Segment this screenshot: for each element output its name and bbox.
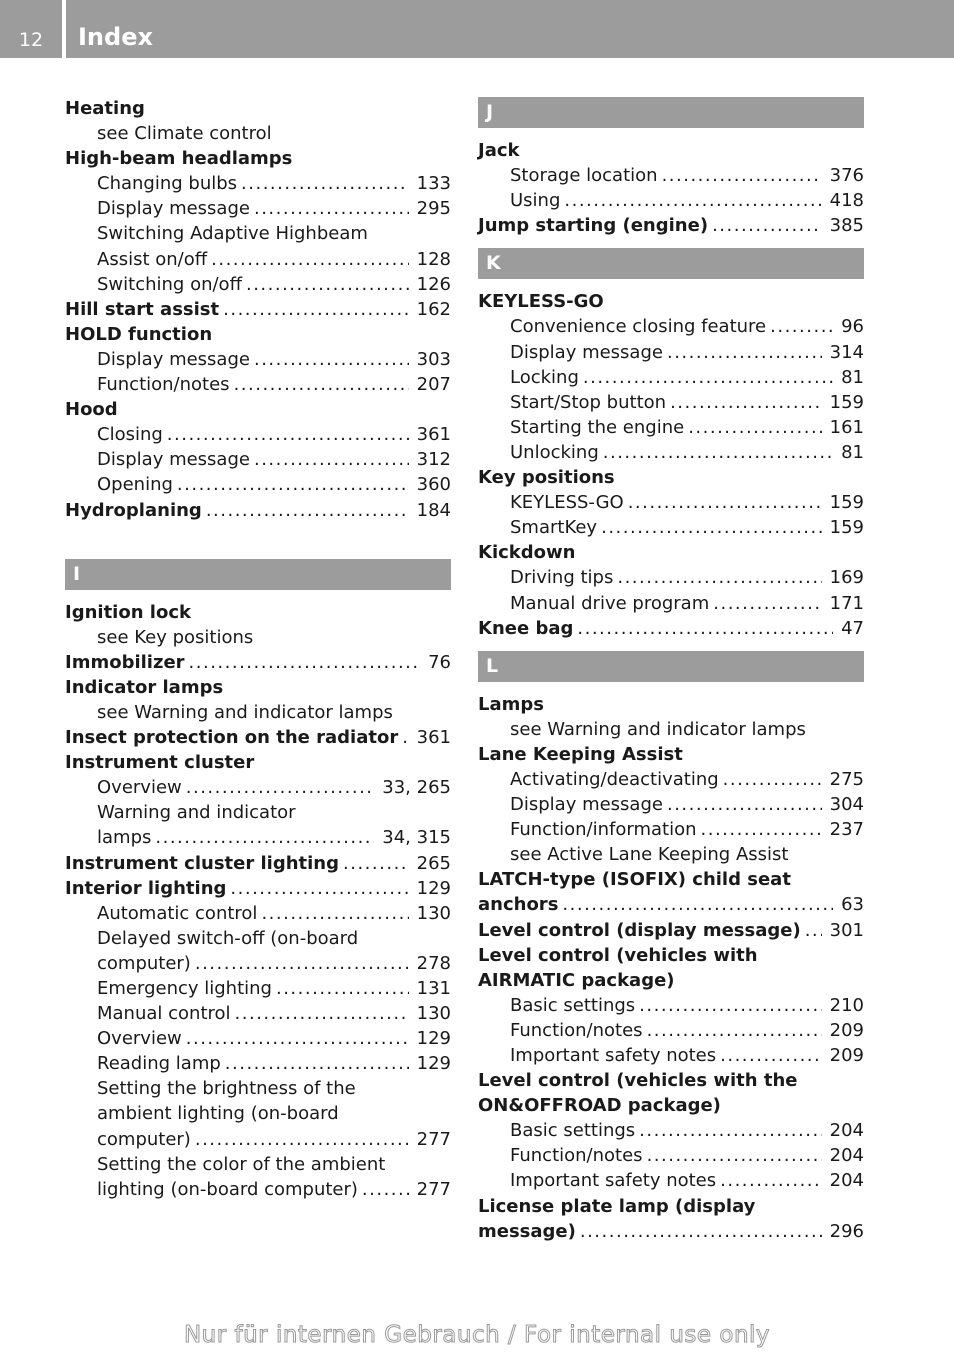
dot-leader <box>647 1018 822 1043</box>
page-reference: 169 <box>829 567 864 589</box>
dot-leader <box>580 1219 822 1244</box>
index-subentry <box>65 121 451 146</box>
page-reference: 159 <box>829 492 864 514</box>
index-subentry <box>478 842 864 867</box>
entry-text: Display message <box>510 341 663 363</box>
page-reference: 130 <box>416 902 451 924</box>
page-reference: 361 <box>416 727 451 749</box>
page-reference: 385 <box>829 215 864 237</box>
page-reference: 277 <box>416 1178 451 1200</box>
dot-leader <box>562 892 833 917</box>
dot-leader <box>254 347 409 372</box>
page-reference: 131 <box>416 978 451 999</box>
entry-text: Start/Stop button <box>510 391 667 413</box>
entry-text: lamps <box>97 827 152 849</box>
entry-text: Instrument cluster <box>65 752 255 774</box>
index-subentry <box>65 196 451 221</box>
dot-leader <box>720 1168 822 1193</box>
index-subentry <box>478 390 864 415</box>
index-subentry <box>65 1152 451 1177</box>
page-reference: 159 <box>829 517 864 539</box>
page-reference: 33, 265 <box>382 777 451 799</box>
index-entry <box>65 851 451 876</box>
entry-text: see Key positions <box>97 626 254 648</box>
entry-text: Delayed switch-off (on-board <box>97 927 359 949</box>
index-entry <box>65 750 451 775</box>
index-subentry <box>478 1043 864 1068</box>
entry-text: Basic settings <box>510 994 636 1016</box>
entry-text: Indicator lamps <box>65 676 224 698</box>
dot-leader <box>186 1026 409 1051</box>
entry-text: HOLD function <box>65 323 213 345</box>
page-reference: 204 <box>829 1145 864 1167</box>
index-subentry <box>65 976 451 1001</box>
entry-text: Warning and indicator <box>97 802 296 824</box>
dot-leader <box>276 976 409 1001</box>
page-reference: 277 <box>416 1128 451 1150</box>
entry-text: Interior lighting <box>65 877 227 899</box>
entry-text: Switching on/off <box>97 273 242 295</box>
index-entry <box>478 138 864 163</box>
entry-text: Display message <box>97 449 250 471</box>
page-reference: 133 <box>416 173 451 195</box>
dot-leader <box>639 1118 821 1143</box>
page-header <box>0 0 954 58</box>
section-letter-i: I <box>65 559 451 590</box>
page-reference: 204 <box>829 1170 864 1192</box>
entry-text: Level control (display message) <box>478 919 801 941</box>
entry-text: Automatic control <box>97 902 258 924</box>
dot-leader <box>234 372 409 397</box>
index-subentry <box>65 1076 451 1101</box>
dot-leader <box>177 472 409 497</box>
index-subentry <box>478 767 864 792</box>
page-reference: 303 <box>416 348 451 370</box>
entry-text: computer) <box>97 952 191 974</box>
entry-text: SmartKey <box>510 517 598 539</box>
page-reference: 275 <box>829 768 864 790</box>
index-subentry <box>65 1101 451 1126</box>
index-subentry <box>478 515 864 540</box>
entry-text: Setting the color of the ambient <box>97 1153 386 1175</box>
dot-leader <box>667 340 822 365</box>
dot-leader <box>223 297 409 322</box>
entry-text: ambient lighting (on-board <box>97 1103 339 1125</box>
dot-leader <box>564 188 821 213</box>
entry-text: Kickdown <box>478 542 576 564</box>
page-reference: 63 <box>841 894 864 916</box>
index-entry <box>478 540 864 565</box>
dot-leader <box>713 591 821 616</box>
entry-text: Activating/deactivating <box>510 768 719 790</box>
index-entry <box>478 465 864 490</box>
entry-text: see Active Lane Keeping Assist <box>510 844 789 866</box>
index-subentry <box>478 415 864 440</box>
index-subentry <box>478 1018 864 1043</box>
dot-leader <box>254 196 409 221</box>
entry-text: Using <box>510 190 561 212</box>
index-entry <box>65 675 451 700</box>
entry-text: ON&OFFROAD package) <box>478 1095 721 1117</box>
entry-text: Locking <box>510 366 579 388</box>
index-entry <box>478 289 864 314</box>
dot-leader <box>628 490 822 515</box>
index-subentry <box>478 591 864 616</box>
index-entry <box>65 498 451 523</box>
entry-text: computer) <box>97 1128 191 1150</box>
index-subentry <box>65 926 451 951</box>
dot-leader <box>235 1001 409 1026</box>
watermark-footer: Nur für internen Gebrauch / For internal use only <box>183 1322 771 1348</box>
entry-text: Assist on/off <box>97 248 208 270</box>
dot-leader <box>195 951 409 976</box>
entry-text: Immobilizer <box>65 651 185 673</box>
page-reference: 76 <box>428 651 451 673</box>
index-subentry <box>65 700 451 725</box>
index-subentry <box>65 1001 451 1026</box>
index-subentry <box>65 825 451 850</box>
index-subentry <box>65 1127 451 1152</box>
index-column-right <box>478 96 864 1244</box>
dot-leader <box>155 825 374 850</box>
section-letter-k: K <box>478 248 864 279</box>
entry-text: Lamps <box>478 693 544 715</box>
index-entry <box>478 742 864 767</box>
dot-leader <box>805 918 822 943</box>
entry-text: Important safety notes <box>510 1170 717 1192</box>
entry-text: lighting (on-board computer) <box>97 1178 358 1200</box>
entry-text: Reading lamp <box>97 1053 221 1075</box>
entry-text: KEYLESS-GO <box>510 492 624 514</box>
dot-leader <box>189 650 421 675</box>
dot-leader <box>343 851 409 876</box>
page-reference: 237 <box>829 819 864 841</box>
entry-text: Knee bag <box>478 617 574 639</box>
index-subentry <box>478 993 864 1018</box>
entry-text: AIRMATIC package) <box>478 969 675 991</box>
entry-text: Jack <box>478 140 520 161</box>
entry-text: message) <box>478 1220 576 1242</box>
entry-text: Convenience closing feature <box>510 316 767 338</box>
index-subentry <box>65 447 451 472</box>
entry-text: LATCH-type (ISOFIX) child seat <box>478 869 791 891</box>
index-subentry <box>478 565 864 590</box>
index-entry <box>478 892 864 917</box>
index-entry <box>478 692 864 717</box>
entry-text: Setting the brightness of the <box>97 1078 356 1100</box>
entry-text: KEYLESS-GO <box>478 291 604 313</box>
page-reference: 209 <box>829 1019 864 1041</box>
page-reference: 376 <box>829 165 864 187</box>
index-subentry <box>478 490 864 515</box>
index-subentry <box>65 901 451 926</box>
header-divider <box>62 0 66 58</box>
index-subentry <box>478 717 864 742</box>
dot-leader <box>225 1051 409 1076</box>
entry-text: Storage location <box>510 165 658 187</box>
page-reference: 129 <box>416 1028 451 1050</box>
entry-text: Hydroplaning <box>65 499 202 521</box>
page-reference: 81 <box>841 366 864 388</box>
index-subentry <box>478 817 864 842</box>
index-entry <box>478 616 864 641</box>
dot-leader <box>720 1043 822 1068</box>
dot-leader <box>195 1127 409 1152</box>
index-entry <box>65 600 451 625</box>
entry-text: Jump starting (engine) <box>478 215 709 237</box>
index-subentry <box>478 163 864 188</box>
dot-leader <box>770 314 833 339</box>
entry-text: Function/notes <box>510 1019 643 1041</box>
index-entry <box>478 1093 864 1118</box>
entry-text: Important safety notes <box>510 1045 717 1066</box>
dot-leader <box>167 422 409 447</box>
entry-text: Ignition lock <box>65 601 191 623</box>
index-entry <box>65 297 451 322</box>
page-reference: 96 <box>841 316 864 338</box>
index-subentry <box>478 1143 864 1168</box>
index-entry <box>478 968 864 993</box>
dot-leader <box>186 775 375 800</box>
page-reference: 278 <box>416 952 451 974</box>
index-entry <box>478 918 864 943</box>
page-reference: 171 <box>829 592 864 614</box>
entry-text: Insect protection on the radiator <box>65 727 399 749</box>
index-entry <box>65 876 451 901</box>
entry-text: see Warning and indicator lamps <box>510 718 806 740</box>
entry-text: Starting the engine <box>510 416 685 438</box>
entry-text: Overview <box>97 1028 182 1050</box>
entry-text: Key positions <box>478 467 615 489</box>
section-letter-l: L <box>478 651 864 682</box>
entry-text: Display message <box>97 348 250 370</box>
index-subentry <box>65 800 451 825</box>
index-entry <box>65 650 451 675</box>
entry-text: see Warning and indicator lamps <box>97 701 393 723</box>
entry-text: anchors <box>478 894 559 916</box>
index-subentry <box>65 272 451 297</box>
dot-leader <box>246 272 409 297</box>
index-subentry <box>478 188 864 213</box>
dot-leader <box>688 415 821 440</box>
page-reference: 34, 315 <box>382 827 451 849</box>
dot-leader <box>617 565 821 590</box>
entry-text: Emergency lighting <box>97 978 272 999</box>
entry-text: Unlocking <box>510 441 599 463</box>
entry-text: Opening <box>97 474 173 496</box>
index-subentry <box>65 1051 451 1076</box>
index-subentry <box>65 422 451 447</box>
index-subentry <box>478 1168 864 1193</box>
dot-leader <box>647 1143 822 1168</box>
page-reference: 295 <box>416 198 451 220</box>
page-reference: 204 <box>829 1120 864 1142</box>
index-entry <box>65 96 451 121</box>
index-subentry <box>478 365 864 390</box>
index-entry <box>478 1068 864 1093</box>
entry-text: Overview <box>97 777 182 799</box>
entry-text: Hill start assist <box>65 298 220 320</box>
dot-leader <box>583 365 833 390</box>
index-subentry <box>478 440 864 465</box>
page-reference: 314 <box>829 341 864 363</box>
page-reference: 161 <box>829 416 864 438</box>
dot-leader <box>723 767 822 792</box>
dot-leader <box>402 725 408 750</box>
index-subentry <box>65 221 451 246</box>
page-reference: 265 <box>416 852 451 874</box>
dot-leader <box>241 171 409 196</box>
index-subentry <box>478 340 864 365</box>
entry-text: High-beam headlamps <box>65 148 293 170</box>
entry-text: Driving tips <box>510 567 614 589</box>
entry-text: Instrument cluster lighting <box>65 852 340 874</box>
page-reference: 159 <box>829 391 864 413</box>
dot-leader <box>670 390 822 415</box>
page-reference: 210 <box>829 994 864 1016</box>
index-subentry <box>65 1177 451 1202</box>
entry-text: Manual drive program <box>510 592 710 614</box>
page-number: 12 <box>18 29 44 51</box>
page-reference: 184 <box>416 499 451 521</box>
dot-leader <box>667 792 822 817</box>
dot-leader <box>206 498 409 523</box>
index-entry <box>65 146 451 171</box>
page-reference: 81 <box>841 441 864 463</box>
entry-text: Heating <box>65 98 145 119</box>
page-reference: 312 <box>416 449 451 471</box>
section-letter-j: J <box>478 97 864 128</box>
index-entry <box>478 943 864 968</box>
entry-text: Level control (vehicles with the <box>478 1070 798 1092</box>
page-reference: 126 <box>416 273 451 295</box>
page-reference: 162 <box>416 298 451 320</box>
index-entry <box>478 1194 864 1219</box>
page-reference: 209 <box>829 1045 864 1066</box>
dot-leader <box>601 515 822 540</box>
entry-text: Changing bulbs <box>97 173 238 195</box>
entry-text: Basic settings <box>510 1120 636 1142</box>
dot-leader <box>712 213 822 238</box>
entry-text: Display message <box>510 794 663 816</box>
dot-leader <box>639 993 821 1018</box>
dot-leader <box>701 817 822 842</box>
index-subentry <box>65 171 451 196</box>
page-reference: 361 <box>416 424 451 446</box>
page-reference: 301 <box>829 919 864 941</box>
dot-leader <box>577 616 833 641</box>
index-entry <box>478 1219 864 1244</box>
entry-text: Closing <box>97 424 163 446</box>
dot-leader <box>362 1177 409 1202</box>
index-entry <box>65 397 451 422</box>
entry-text: Function/notes <box>510 1145 643 1167</box>
entry-text: Function/information <box>510 819 697 841</box>
entry-text: see Climate control <box>97 123 272 145</box>
dot-leader <box>603 440 833 465</box>
page-reference: 207 <box>416 374 451 396</box>
page-title: Index <box>78 23 153 51</box>
page-reference: 129 <box>416 1053 451 1075</box>
page-reference: 128 <box>416 248 451 270</box>
page-reference: 130 <box>416 1003 451 1025</box>
entry-text: Level control (vehicles with <box>478 944 758 966</box>
entry-text: Function/notes <box>97 374 230 396</box>
dot-leader <box>261 901 408 926</box>
index-subentry <box>65 951 451 976</box>
index-entry <box>65 725 451 750</box>
entry-text: Switching Adaptive Highbeam <box>97 223 368 245</box>
dot-leader <box>662 163 822 188</box>
page-reference: 129 <box>416 877 451 899</box>
index-entry <box>65 322 451 347</box>
entry-text: Manual control <box>97 1003 231 1025</box>
entry-text: Hood <box>65 399 118 421</box>
dot-leader <box>254 447 409 472</box>
dot-leader <box>211 247 409 272</box>
index-subentry <box>65 472 451 497</box>
index-subentry <box>65 775 451 800</box>
entry-text: Display message <box>97 198 250 220</box>
entry-text: License plate lamp (display <box>478 1195 756 1217</box>
index-column-left <box>65 96 451 1202</box>
index-entry <box>478 867 864 892</box>
index-subentry <box>65 347 451 372</box>
page-reference: 360 <box>416 474 451 496</box>
index-subentry <box>65 1026 451 1051</box>
index-subentry <box>478 314 864 339</box>
dot-leader <box>230 876 408 901</box>
index-subentry <box>65 372 451 397</box>
index-subentry <box>478 792 864 817</box>
index-subentry <box>65 247 451 272</box>
page-reference: 296 <box>829 1220 864 1242</box>
page-reference: 304 <box>829 794 864 816</box>
page-reference: 418 <box>829 190 864 212</box>
index-entry <box>478 213 864 238</box>
page-reference: 47 <box>841 617 864 639</box>
entry-text: Lane Keeping Assist <box>478 743 683 765</box>
section-spacer <box>65 523 451 549</box>
index-subentry <box>478 1118 864 1143</box>
index-subentry <box>65 625 451 650</box>
